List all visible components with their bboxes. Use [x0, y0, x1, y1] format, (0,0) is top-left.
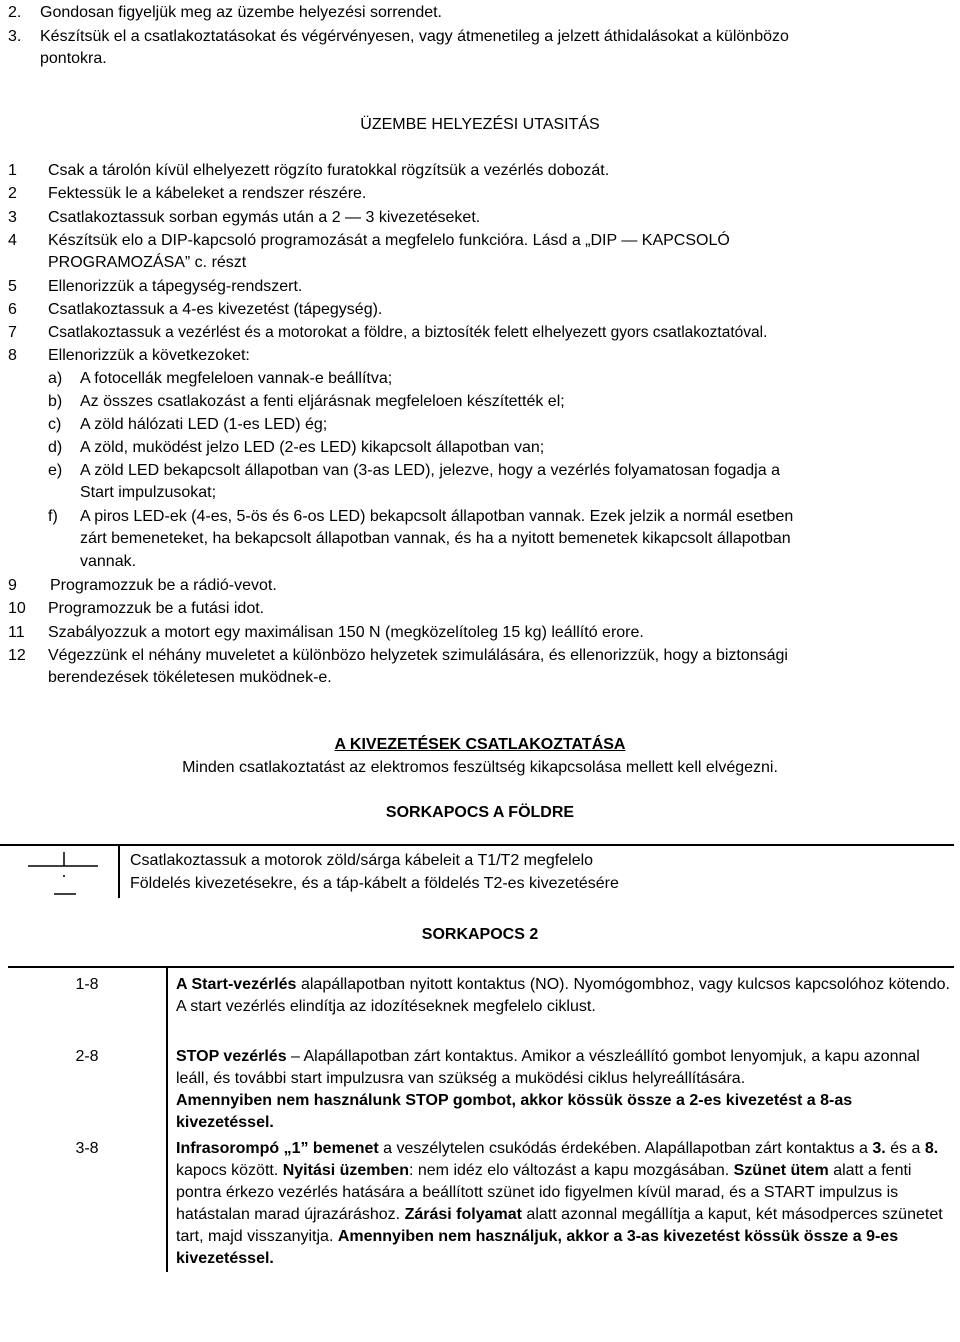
step-text: PROGRAMOZÁSA” c. részt	[48, 254, 247, 271]
ground-divider	[118, 846, 120, 898]
sub-text: A piros LED-ek (4-es, 5-ös és 6-os LED) bekapcsolt állapotban vannak. Ezek jelzik a normál esetben	[80, 508, 794, 525]
ground-line-2: Földelés kivezetésekre, és a táp-kábelt a földelés T2-es kivezetésére	[130, 875, 619, 892]
step-text: Csatlakoztassuk a vezérlést és a motorokat a földre, a biztosíték felett elhelyezett gyors csatlakoztatóval.	[48, 324, 768, 341]
sub-letter: c)	[48, 416, 62, 433]
sub-text: zárt bemeneteket, ha bekapcsolt állapotban vannak, és ha a nyitott bemenetek kikapcsolt állapotban	[80, 530, 791, 547]
terminal-text: alatt a fenti pontra érkezo vezérlés hatására a beállított szünet ido figyelmen kívül marad, és a START impulzus is hatástalan marad újrazáráshoz.	[176, 1162, 912, 1223]
step-number: 11	[8, 624, 25, 641]
step-text: Szabályozzuk a motort egy maximálisan 150 N (megközelítoleg 15 kg) leállító erore.	[48, 624, 644, 641]
terminal-row	[8, 1044, 954, 1136]
step-number: 1	[8, 162, 17, 179]
step-number: 7	[8, 324, 17, 341]
step-text: Fektessük le a kábeleket a rendszer részére.	[48, 185, 367, 202]
terminal-text: alapállapotban nyitott kontaktus (NO). Nyomógombhoz, vagy kulcsos kapcsolóhoz kötendo. A start vezérlés elindítja az idozítéseknek megfelelo ciklust.	[176, 976, 950, 1015]
terminal-desc	[167, 1136, 954, 1272]
terminal-note: Amennyiben nem használunk STOP gombot, akkor kössük össze a 2-es kivezetést a 8-as kivezetéssel.	[176, 1092, 853, 1131]
step-text: Készítsük elo a DIP-kapcsoló programozását a megfelelo funkcióra. Lásd a „DIP — KAPCSOLÓ	[48, 232, 730, 249]
list-text: Készítsük el a csatlakoztatásokat és végérvényesen, vagy átmenetileg a jelzett áthidalásokat a különbözo	[40, 28, 789, 45]
terminal-text: alatt azonnal megállítja a kaput, két másodperces szünetet tart, majd visszanyitja.	[176, 1206, 943, 1245]
list-text: Gondosan figyeljük meg az üzembe helyezési sorrendet.	[40, 4, 442, 21]
terminal-text: kapocs között.	[176, 1162, 283, 1179]
section-title-uzembe: ÜZEMBE HELYEZÉSI UTASITÁS	[360, 116, 600, 133]
terminal-code: 1-8	[8, 967, 167, 1044]
terminal-table	[8, 966, 954, 1272]
step-number: 2	[8, 185, 17, 202]
list-number: 3.	[8, 28, 22, 45]
sub-text: A zöld hálózati LED (1-es LED) ég;	[80, 416, 328, 433]
ground-box	[0, 844, 954, 898]
step-text: Csatlakoztassuk sorban egymás után a 2 — 3 kivezetéseket.	[48, 209, 481, 226]
step-number: 9	[8, 577, 17, 594]
terminal-text: – Alapállapotban zárt kontaktus. Amikor a vészleállító gombot lenyomjuk, a kapu azonnal leáll, és további start impulzusra van szükség a muködési ciklus helyreállítására.	[176, 1048, 920, 1087]
step-text: Csak a tárolón kívül elhelyezett rögzíto furatokkal rögzítsük a vezérlés dobozát.	[48, 162, 610, 179]
terminal-emph: Nyitási üzemben	[282, 1162, 409, 1179]
sub-letter: b)	[48, 393, 63, 410]
step-number: 3	[8, 209, 17, 226]
terminal-ref: 8.	[924, 1140, 939, 1157]
step-number: 8	[8, 347, 17, 364]
step-text: Ellenorizzük a tápegység-rendszert.	[48, 278, 303, 295]
terminal-row	[8, 967, 954, 1044]
terminal-emph: Zárási folyamat	[404, 1206, 522, 1223]
step-text: Programozzuk be a futási idot.	[48, 600, 265, 617]
terminal-text: : nem idéz elo változást a kapu mozgásában.	[408, 1162, 734, 1179]
step-text: berendezések tökéletesen muködnek-e.	[48, 669, 332, 686]
sub-text: A zöld, muködést jelzo LED (2-es LED) kikapcsolt állapotban van;	[80, 439, 545, 456]
sub-text: Az összes csatlakozást a fenti eljárásnak megfeleloen készítették el;	[80, 393, 565, 410]
step-number: 6	[8, 301, 17, 318]
section-title-kivezetesek: A KIVEZETÉSEK CSATLAKOZTATÁSA	[334, 736, 626, 753]
step-number: 5	[8, 278, 17, 295]
step-number: 10	[8, 600, 26, 617]
step-text: Csatlakoztassuk a 4-es kivezetést (tápegység).	[48, 301, 383, 318]
terminal-code: 3-8	[8, 1136, 167, 1272]
terminal-ref: 3.	[872, 1140, 886, 1157]
section-subtitle: Minden csatlakoztatást az elektromos feszültség kikapcsolása mellett kell elvégezni.	[182, 759, 778, 776]
step-text: Végezzünk el néhány muveletet a különbözo helyzetek szimulálására, és ellenorizzük, hogy a biztonsági	[48, 647, 788, 664]
terminal-emph: Szünet ütem	[733, 1162, 829, 1179]
sub-letter: f)	[48, 508, 58, 525]
terminal-code: 2-8	[8, 1044, 167, 1136]
sub-text: A zöld LED bekapcsolt állapotban van (3-as LED), jelezve, hogy a vezérlés folyamatosan fogadja a	[80, 462, 780, 479]
step-number: 4	[8, 232, 17, 249]
terminal-desc	[167, 1044, 954, 1136]
terminal-title: Infrasorompó „1” bemenet	[176, 1140, 379, 1157]
sub-text: Start impulzusokat;	[80, 484, 217, 501]
terminal-title: STOP vezérlés	[176, 1048, 287, 1065]
ground-line-1: Csatlakoztassuk a motorok zöld/sárga kábeleit a T1/T2 megfelelo	[130, 852, 594, 869]
terminal-note: Amennyiben nem használjuk, akkor a 3-as kivezetést kössük össze a 9-es kivezetéssel.	[176, 1228, 899, 1267]
terminal-text: a veszélytelen csukódás érdekében. Alapállapotban zárt kontaktus a	[378, 1140, 873, 1157]
sorkapocs2-title: SORKAPOCS 2	[421, 926, 539, 943]
list-number: 2.	[8, 4, 22, 21]
ground-symbol-icon	[28, 852, 100, 898]
terminal-row	[8, 1136, 954, 1272]
sub-letter: e)	[48, 462, 63, 479]
sub-letter: a)	[48, 370, 63, 387]
sub-text: vannak.	[80, 553, 137, 570]
step-text: Programozzuk be a rádió-vevot.	[50, 577, 277, 594]
step-text: Ellenorizzük a következoket:	[48, 347, 250, 364]
terminal-text: és a	[885, 1140, 925, 1157]
list-text: pontokra.	[40, 50, 107, 67]
sub-text: A fotocellák megfeleloen vannak-e beállítva;	[80, 370, 393, 387]
sub-letter: d)	[48, 439, 63, 456]
ground-title: SORKAPOCS A FÖLDRE	[385, 804, 575, 821]
step-number: 12	[8, 647, 26, 664]
terminal-title: A Start-vezérlés	[176, 976, 297, 993]
terminal-desc	[167, 967, 954, 1044]
